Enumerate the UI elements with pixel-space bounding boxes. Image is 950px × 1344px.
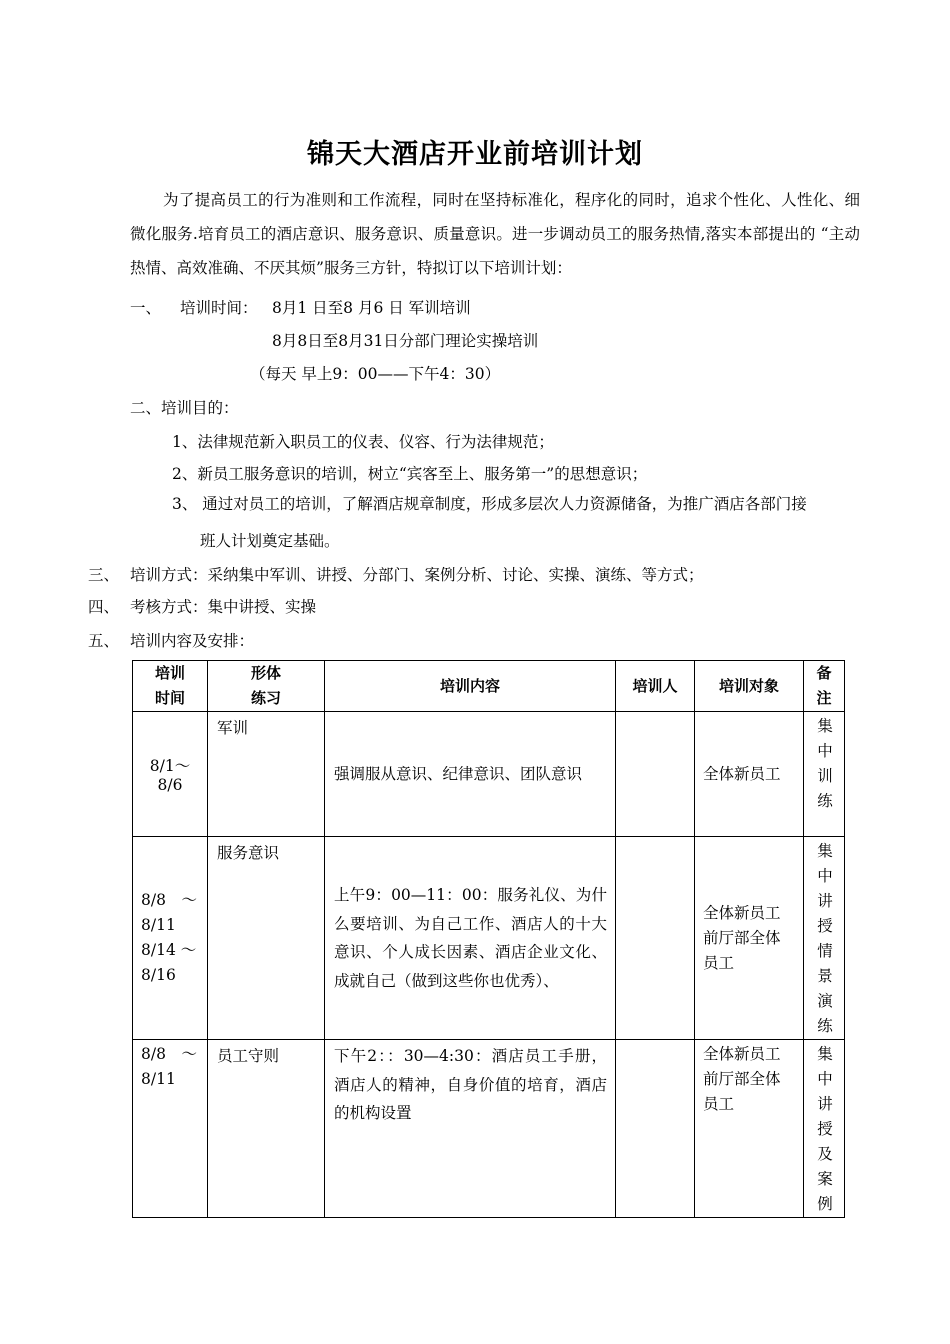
section2-heading: 二、培训目的： — [130, 399, 239, 417]
row3-note: 集 中 讲 授 及 案 例 — [804, 1040, 845, 1218]
section2-item-1: 1、法律规范新入职员工的仪表、仪容、行为法律规范； — [172, 433, 554, 451]
section2-item-3: 3、 通过对员工的培训，了解酒店规章制度，形成多层次人力资源储备，为推广酒店各部门接 — [172, 495, 807, 513]
row3-form: 员工守则 — [208, 1040, 325, 1218]
row3-time: 8/8 ～ 8/11 — [133, 1040, 208, 1218]
section4-number: 四、 — [88, 598, 120, 616]
table-row — [133, 837, 845, 1040]
header-form: 形体 练习 — [208, 661, 325, 712]
row1-content: 强调服从意识、纪律意识、团队意识 — [325, 712, 616, 837]
row2-target: 全体新员工前厅部全体员工 — [695, 837, 804, 1040]
section1-line1: 8月1 日至8 月6 日 军训培训 — [272, 299, 471, 317]
row2-form: 服务意识 — [208, 837, 325, 1040]
section4-text: 考核方式：集中讲授、实操 — [130, 598, 317, 616]
row3-trainer — [616, 1040, 695, 1218]
header-content: 培训内容 — [325, 661, 616, 712]
row2-trainer — [616, 837, 695, 1040]
training-schedule-table — [132, 660, 845, 1218]
table-header-row — [133, 661, 845, 712]
intro-paragraph: 为了提高员工的行为准则和工作流程，同时在坚持标准化，程序化的同时，追求个性化、人性化、细微化服务.培育员工的酒店意识、服务意识、质量意识。进一步调动员工的服务热情,落实本部提出的 “主动热情、高效准确、不厌其烦”服务三方针，特拟订以下培训计划： — [130, 191, 860, 277]
row2-time: 8/8 ～ 8/11 8/14 ～ 8/16 — [133, 837, 208, 1040]
section3-text: 培训方式：采纳集中军训、讲授、分部门、案例分析、讨论、实操、演练、等方式； — [130, 566, 704, 584]
section1-number: 一、 — [130, 299, 162, 317]
section3-number: 三、 — [88, 566, 120, 584]
section2-item-3-cont: 班人计划奠定基础。 — [200, 532, 340, 550]
section5-text: 培训内容及安排： — [130, 632, 255, 650]
row2-note: 集 中 讲 授 情 景 演 练 — [804, 837, 845, 1040]
header-trainer: 培训人 — [616, 661, 695, 712]
header-time: 培训 时间 — [133, 661, 208, 712]
row1-note: 集 中 训 练 — [804, 712, 845, 837]
section1-label: 培训时间： — [180, 299, 258, 317]
header-target: 培训对象 — [695, 661, 804, 712]
document-title: 锦天大酒店开业前培训计划 — [307, 139, 643, 170]
row1-form: 军训 — [208, 712, 325, 837]
table-row — [133, 1040, 845, 1218]
row3-content: 下午2：：30—4:30：酒店员工手册，酒店人的精神，自身价值的培育，酒店的机构设置 — [325, 1040, 616, 1218]
row2-content: 上午9：00—11：00：服务礼仪、为什么要培训、为自己工作、酒店人的十大意识、个人成长因素、酒店企业文化、成就自己（做到这些你也优秀）、 — [325, 837, 616, 1040]
header-note: 备 注 — [804, 661, 845, 712]
row1-time: 8/1～ 8/6 — [133, 712, 208, 837]
section1-line3: （每天 早上9：00——下午4：30） — [250, 365, 501, 383]
row1-trainer — [616, 712, 695, 837]
section2-item-2: 2、新员工服务意识的培训，树立“宾客至上、服务第一”的思想意识； — [172, 465, 648, 483]
row1-target: 全体新员工 — [695, 712, 804, 837]
section5-number: 五、 — [88, 632, 120, 650]
section1-line2: 8月8日至8月31日分部门理论实操培训 — [272, 332, 539, 350]
table-row — [133, 712, 845, 837]
row3-target: 全体新员工前厅部全体员工 — [695, 1040, 804, 1218]
